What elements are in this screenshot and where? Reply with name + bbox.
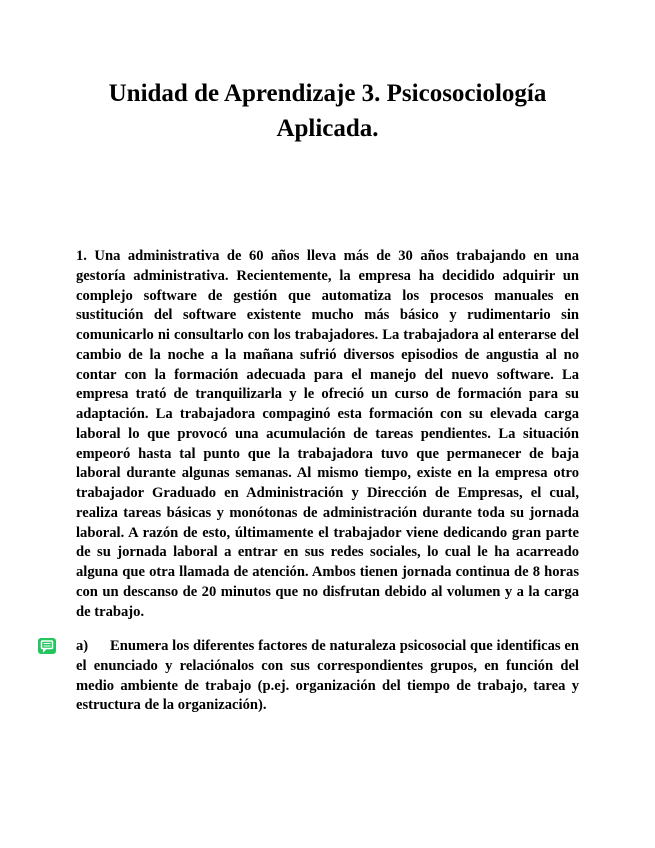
comment-marker[interactable] xyxy=(38,638,56,654)
sub-question-a xyxy=(76,637,579,716)
page-title: Unidad de Aprendizaje 3. Psicosociología Aplicada. xyxy=(108,80,547,142)
sub-question-label: a) xyxy=(76,638,89,654)
question-statement: 1. Una administrativa de 60 años lleva más de 30 años trabajando en una gestoría administrativa. Recientemente, la empresa ha decidido adquirir un complejo software de gestión que automatiza los procesos manuales en sustitución del software existente mucho más básico y rudimentario sin comunicarlo ni consultarlo con los trabajadores. La trabajadora al enterarse del cambio de la noche a la mañana sufrió diversos episodios de angustia al no contar con la formación adecuada para el manejo del nuevo software. La empresa trató de tranquilizarla y le ofreció un curso de formación para su adaptación. La trabajadora compaginó esta formación con su elevada carga laboral lo que provocó una acumulación de tareas pendientes. La situación empeoró hasta tal punto que la trabajadora tuvo que permanecer de baja laboral durante algunas semanas. Al mismo tiempo, existe en la empresa otro trabajador Graduado en Administración y Dirección de Empresas, el cual, realiza tareas básicas y monótonas de administración durante toda su jornada laboral. A razón de esto, últimamente el trabajador viene dedicando gran parte de su jornada laboral a entrar en sus redes sociales, lo cual le ha acarreado alguna que otra llamada de atención. Ambos tienen jornada continua de 8 horas con un descanso de 20 minutos que no disfrutan debido al volumen y a la carga de trabajo. xyxy=(76,248,579,620)
sub-question-text: Enumera los diferentes factores de naturaleza psicosocial que identificas en el enunciado y relaciónalos con sus correspondientes grupos, en función del medio ambiente de trabajo (p.ej. organización del tiempo de trabajo, tarea y estructura de la organización). xyxy=(76,638,579,714)
comment-icon xyxy=(38,638,56,654)
